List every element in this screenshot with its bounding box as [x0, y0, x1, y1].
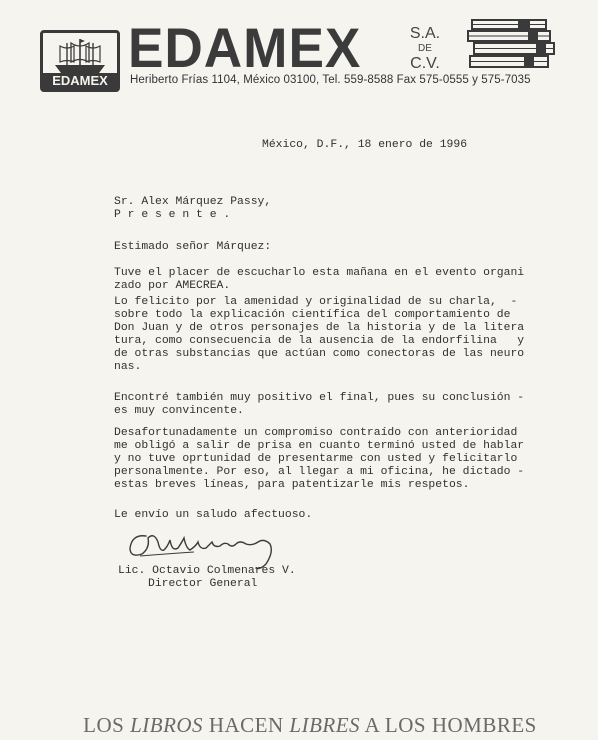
closing-line: Le envío un saludo afectuoso. [114, 509, 313, 521]
paragraph-line: tura, como consecuencia de la ausencia de la endorfilina y [114, 335, 525, 347]
logo-text: EDAMEX [43, 73, 117, 89]
motto-part: HACEN [203, 713, 290, 737]
paragraph-line: estas breves líneas, para patentizarle mis respetos. [114, 479, 470, 491]
motto-part: LOS [83, 713, 131, 737]
paragraph-line: Encontré también muy positivo el final, pues su conclusión - [114, 392, 525, 404]
salutation: Estimado señor Márquez: [114, 241, 272, 253]
paragraph-line: y no tuve oprtunidad de presentarme con usted y felicitarlo [114, 453, 518, 465]
motto-part: A LOS HOMBRES [360, 713, 537, 737]
motto-part: LIBRES [289, 713, 361, 737]
motto-part: LIBROS [130, 713, 204, 737]
letter-date: México, D.F., 18 enero de 1996 [262, 139, 468, 151]
footer-motto [50, 713, 570, 738]
paragraph-line: sobre todo la explicación científica del comportamiento de [114, 309, 511, 321]
signer-name: Lic. Octavio Colmenares V. [118, 565, 296, 577]
paragraph-line: me obligó a salir de prisa en cuanto terminó usted de hablar [114, 440, 525, 452]
paragraph-line: Tuve el placer de escucharlo esta mañana en el evento organi [114, 267, 525, 279]
letterhead-address: Heriberto Frías 1104, México 03100, Tel. 559-8588 Fax 575-0555 y 575-7035 [130, 74, 531, 86]
recipient-name: Sr. Alex Márquez Passy, [114, 196, 272, 208]
paragraph-line: Desafortunadamente un compromiso contraído con anterioridad [114, 427, 518, 439]
books-icon [466, 18, 558, 70]
paragraph-line: Don Juan y de otros personajes de la historia y de la litera [114, 322, 525, 334]
brand-name: EDAMEX [128, 16, 362, 79]
paragraph-4 [114, 427, 574, 492]
corp-sa: S.A. [409, 25, 441, 42]
corp-cv: C.V. [410, 55, 440, 72]
ship-icon [49, 35, 111, 75]
paragraph-line: es muy convincente. [114, 405, 244, 417]
paragraph-line: Lo felicito por la amenidad y originalidad de su charla, - [114, 296, 518, 308]
paragraph-line: personalmente. Por eso, al llegar a mi oficina, he dictado - [114, 466, 525, 478]
recipient-line: P r e s e n t e . [114, 209, 231, 221]
paragraph-line: nas. [114, 361, 142, 373]
corp-de: DE [418, 43, 432, 54]
paragraph-line: zado por AMECREA. [114, 280, 231, 292]
corporate-suffix [403, 26, 447, 71]
paragraph-line: de otras substancias que actúan como conectoras de las neuro [114, 348, 525, 360]
paragraph-3 [114, 392, 574, 418]
paragraph-2 [114, 296, 574, 374]
signer-title: Director General [148, 578, 258, 590]
paragraph-1 [114, 267, 574, 293]
edamex-logo [40, 30, 120, 92]
